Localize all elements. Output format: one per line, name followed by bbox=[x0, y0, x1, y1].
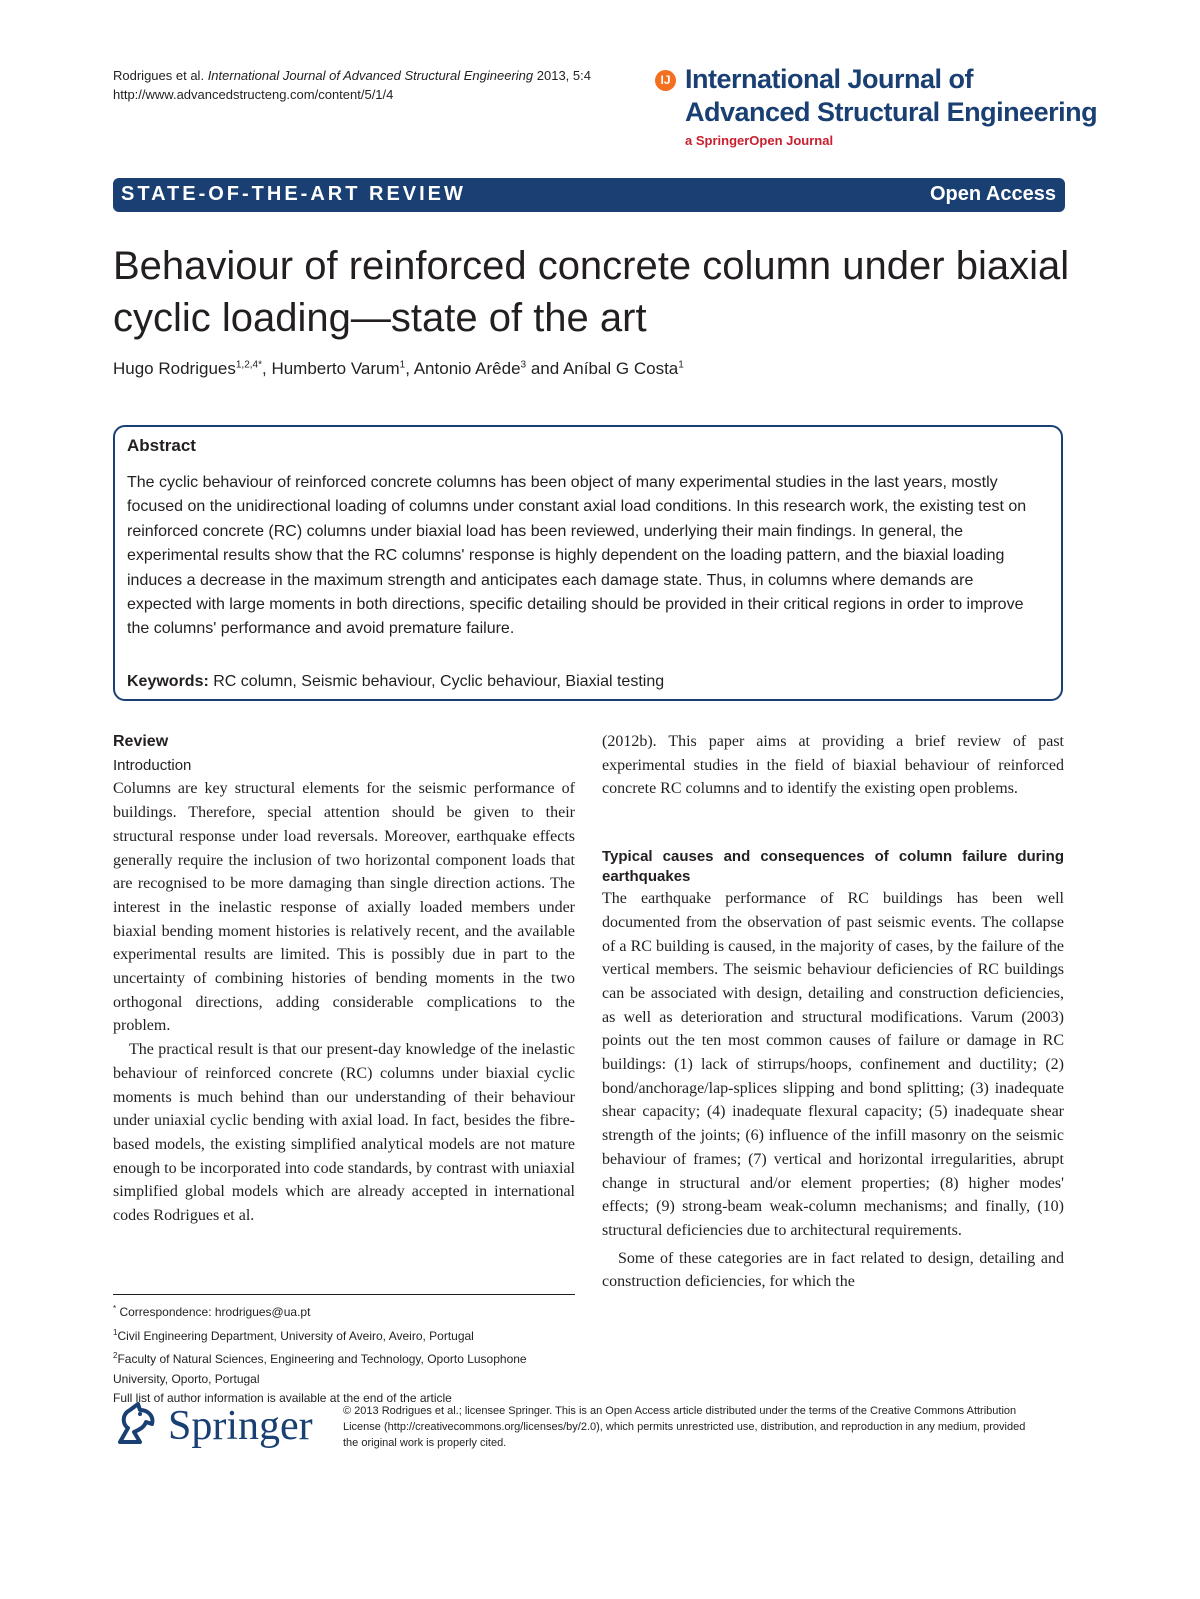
affiliation-note bbox=[113, 1323, 575, 1347]
citation-authors: Rodrigues et al. bbox=[113, 68, 205, 83]
affiliation-text: Civil Engineering Department, University of Aveiro, Aveiro, Portugal bbox=[117, 1328, 474, 1343]
paragraph: The earthquake performance of RC buildings has been well documented from the observation of past seismic events. The collapse of a RC building is caused, in the majority of cases, by the failure of the vertical members. The seismic behaviour deficiencies of RC buildings can be associated with design, detailing and construction deficiencies, as well as deterioration and structural modifications. Varum (2003) points out the ten most common causes of failure or damage in RC buildings: (1) lack of stirrups/hoops, confinement and ductility; (2) bond/anchorage/lap-splices slipping and bond splitting; (3) inadequate shear capacity; (4) inadequate flexural capacity; (5) inadequate shear strength of the joints; (6) influence of the infill masonry on the seismic behaviour of frames; (7) vertical and horizontal irregularities, abrupt change in structural and/or element properties; (8) higher modes' effects; (9) strong-beam weak-column mechanisms; and finally, (10) structural deficiencies due to architectural requirements. bbox=[602, 890, 1064, 1239]
citation-header bbox=[113, 66, 673, 104]
affiliation-note bbox=[113, 1346, 575, 1389]
article-type-label: STATE-OF-THE-ART REVIEW bbox=[121, 183, 466, 205]
springer-horse-icon bbox=[110, 1398, 162, 1450]
footnote-mark: 1 bbox=[113, 1327, 118, 1337]
journal-logo bbox=[655, 64, 1098, 154]
full-author-list-note: Full list of author information is available at the end of the article bbox=[113, 1391, 452, 1405]
citation-url[interactable]: http://www.advancedstructeng.com/content/5/1/4 bbox=[113, 87, 394, 102]
keywords-text: RC column, Seismic behaviour, Cyclic behaviour, Biaxial testing bbox=[213, 673, 665, 690]
springer-logo bbox=[110, 1398, 330, 1458]
author-list bbox=[113, 359, 1073, 379]
author-affiliation: 1 bbox=[678, 359, 684, 371]
author-name: Humberto Varum bbox=[271, 359, 400, 378]
keywords-line bbox=[127, 673, 664, 691]
footnote-mark: * bbox=[113, 1304, 117, 1313]
right-column bbox=[602, 730, 1064, 1294]
abstract-heading: Abstract bbox=[127, 436, 196, 455]
affiliation-text: Faculty of Natural Sciences, Engineering and Technology, Oporto Lusophone University, Oporto, Portugal bbox=[113, 1352, 527, 1386]
abstract-box bbox=[113, 425, 1063, 701]
license-text: © 2013 Rodrigues et al.; licensee Springer. This is an Open Access article distributed under the terms of the Creative Commons Attribution License (http://creativecommons.org/licenses/by/2.0), which permits unrestricted use, distribution, and reproduction in any medium, provided the original work is properly cited. bbox=[343, 1405, 1026, 1449]
section-heading-review: Review bbox=[113, 733, 169, 750]
author-and: and bbox=[526, 359, 563, 378]
journal-name-line2: Advanced Structural Engineering bbox=[685, 97, 1098, 127]
author-separator: , bbox=[405, 359, 414, 378]
paragraph: Some of these categories are in fact related to design, detailing and construction deficiencies, for which the bbox=[602, 1249, 1064, 1291]
citation-journal: International Journal of Advanced Structural Engineering bbox=[207, 68, 534, 83]
springer-wordmark: Springer bbox=[168, 1403, 313, 1449]
journal-name-line1: International Journal of bbox=[685, 64, 974, 94]
subsection-heading-introduction: Introduction bbox=[113, 756, 192, 774]
author-name: Antonio Arêde bbox=[413, 359, 521, 378]
spacer bbox=[602, 801, 1064, 847]
author-name: Aníbal G Costa bbox=[562, 359, 679, 378]
subsection-heading-typical-causes: Typical causes and consequences of column failure during earthquakes bbox=[602, 848, 1064, 886]
author-name: Hugo Rodrigues bbox=[113, 359, 236, 378]
keywords-label: Keywords: bbox=[127, 673, 209, 690]
paragraph: (2012b). This paper aims at providing a brief review of past experimental studies in the field of biaxial behaviour of reinforced concrete RC columns and to identify the existing open problems. bbox=[602, 733, 1064, 798]
author-separator: , bbox=[262, 359, 272, 378]
correspondence-note bbox=[113, 1299, 575, 1323]
correspondence-email[interactable]: Correspondence: hrodrigues@ua.pt bbox=[119, 1305, 311, 1319]
open-access-label: Open Access bbox=[930, 183, 1056, 205]
left-column bbox=[113, 730, 575, 1228]
article-title: Behaviour of reinforced concrete column under biaxial cyclic loading—state of the art bbox=[113, 244, 1070, 340]
citation-volume: 2013, 5:4 bbox=[536, 68, 591, 83]
author-affiliation: 1,2,4* bbox=[235, 359, 262, 371]
journal-subtitle: a SpringerOpen Journal bbox=[685, 133, 834, 148]
abstract-text: The cyclic behaviour of reinforced concrete columns has been object of many experimental studies in the last years, mostly focused on the unidirectional loading of columns under constant axial load conditions. In this research work, the existing test on reinforced concrete (RC) columns under biaxial load has been reviewed, underlying their main findings. In general, the experimental results show that the RC columns' response is highly dependent on the loading pattern, and the biaxial loading induces a decrease in the maximum strength and anticipates each damage state. Thus, in columns where demands are expected with large moments in both directions, specific detailing should be provided in their critical regions in order to improve the columns' performance and avoid premature failure. bbox=[127, 474, 1027, 638]
journal-logo-icon: IJ bbox=[655, 70, 676, 91]
paragraph: The practical result is that our present-day knowledge of the inelastic behaviour of reinforced concrete (RC) columns under biaxial cyclic moments is much behind than our understanding of their behaviour under uniaxial cyclic bending with axial load. In fact, besides the fibre-based models, the existing simplified analytical models are not mature enough to be incorporated into code standards, by contrast with uniaxial simplified global models which are already accepted in international codes Rodrigues et al. bbox=[113, 1041, 575, 1225]
author-affiliation: 1 bbox=[399, 359, 406, 371]
author-affiliation: 3 bbox=[520, 359, 527, 371]
footnote-mark: 2 bbox=[113, 1351, 118, 1360]
paragraph: Columns are key structural elements for the seismic performance of buildings. Therefore, special attention should be given to their structural response under load reversals. Moreover, earthquake effects generally require the inclusion of two horizontal component loads that are recognised to be more damaging than single direction actions. The interest in the inelastic response of axially loaded members under biaxial bending moment histories is relatively recent, and the available experimental results are limited. This is possibly due in part to the uncertainty of combining histories of bending moments in the two orthogonal directions, adding considerable complications to the problem. bbox=[113, 780, 575, 1035]
article-type-banner bbox=[113, 178, 1065, 212]
footnotes bbox=[113, 1294, 575, 1409]
